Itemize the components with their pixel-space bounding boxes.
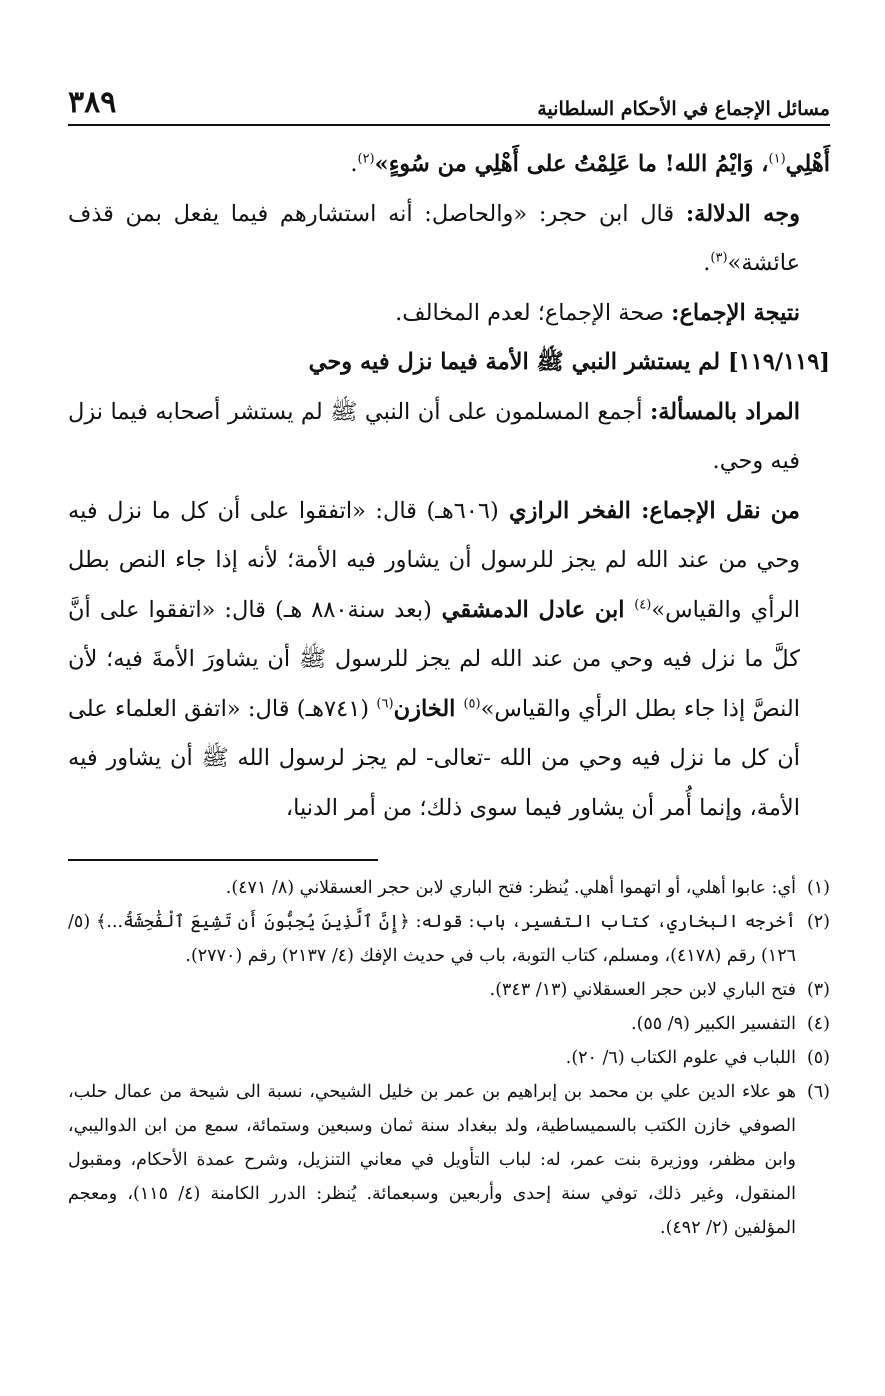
footnote-ref-6: (٦) (376, 696, 394, 711)
scholar-razi: الفخر الرازي (498, 497, 642, 524)
footnote: (٦) هو علاء الدين علي بن محمد بن إبراهيم بن عمر بن خليل الشيحي، نسبة الى شيحة من عمال حلب، الصوفي خازن الكتب بالسميساطية، ولد ببغداد سنة ثمان وسبعين وستمائة، سمع من ابن الدواليبي، وابن مظفر، ووزيرة بنت عمر، له: لباب التأويل في معاني التنزيل، وشرح عمدة الأحكام، ومقبول المنقول، وغير ذلك، توفي سنة إحدى وأربعين وسبعمائة. يُنظر: الدرر الكامنة (٤/ ١١٥)، ومعجم المؤلفين (٢/ ٤٩٢). (68, 1082, 830, 1238)
book-page (68, 70, 830, 1370)
label-result: نتيجة الإجماع: (671, 299, 800, 326)
scholar-khazin: الخازن (393, 695, 464, 722)
footnote: (١) أي: عابوا أهلي، أو اتهموا أهلي. يُنظر: فتح الباري لابن حجر العسقلاني (٨/ ٤٧١). (225, 878, 830, 898)
scholar-ibn-adil: ابن عادل الدمشقي (431, 596, 635, 623)
paragraph-2: وجه الدلالة: قال ابن حجر: «والحاصل: أنه استشارهم فيما يفعل بمن قذف عائشة»$^{(٣)}$. (68, 200, 800, 276)
running-title: مسائل الإجماع في الأحكام السلطانية (537, 98, 830, 120)
label-evidence: وجه الدلالة: (685, 200, 800, 227)
footnote-ref-5: (٥) (463, 696, 481, 711)
footnote-ref-4: (٤) (634, 597, 652, 612)
footnote: (٣) فتح الباري لابن حجر العسقلاني (١٣/ ٣٤٣). (489, 980, 830, 1000)
paragraph-3: نتيجة الإجماع: صحة الإجماع؛ لعدم المخالف. (395, 299, 800, 326)
paragraph-4: المراد بالمسألة: أجمع المسلمون على أن النبي ﷺ لم يستشر أصحابه فيما نزل فيه وحي. (68, 398, 801, 474)
paragraph-1: أَهْلِي$^{(١)}$، وَايْمُ الله! ما عَلِمْتُ على أَهْلِي من سُوءٍ»$^{(٢)}$. (350, 151, 830, 177)
page-number: ٣٨٩ (68, 85, 117, 120)
quote-start: أَهْلِي (785, 151, 830, 177)
section-heading: [١١٩/١١٩] لم يستشر النبي ﷺ الأمة فيما نزل فيه وحي (308, 349, 830, 375)
label-meaning: المراد بالمسألة: (649, 398, 801, 425)
footnote-ref-2: (٢) (357, 151, 375, 167)
footnote: (٥) اللباب في علوم الكتاب (٦/ ٢٠). (565, 1048, 830, 1068)
footnote: (٢) أخرجه البخاري، كتاب التفسير، باب: قوله: ﴿إِنَّ ٱلَّذِينَ يُحِبُّونَ أَن تَشِيعَ ٱلْفَٰحِشَةُ...﴾ (٥/ ١٢٦) رقم (٤١٧٨)، ومسلم، كتاب التوبة، باب في حديث الإفك (٤/ ٢١٣٧) رقم (٢٧٧٠). (68, 912, 830, 966)
footnotes (68, 871, 830, 1245)
footnote-ref-1: (١) (768, 151, 786, 167)
footnote-ref-3: (٣) (710, 250, 728, 266)
footnote-separator (68, 859, 378, 861)
main-text (68, 140, 830, 833)
footnote: (٤) التفسير الكبير (٩/ ٥٥). (631, 1014, 830, 1034)
page-header (68, 70, 830, 126)
paragraph-5: من نقل الإجماع: الفخر الرازي (٦٠٦هـ) قال: «اتفقوا على أن كل ما نزل فيه وحي من عند الله لم يجز للرسول أن يشاور فيه الأمة؛ لأنه إذا جاء النص بطل الرأي والقياس»$^{(٤)}$ ابن عادل الدمشقي (بعد سنة٨٨٠ هـ) قال: «اتفقوا على أنَّ كلَّ ما نزل فيه وحي من عند الله لم يجز للرسول ﷺ أن يشاورَ الأمةَ فيه؛ لأن النصَّ إذا جاء بطل الرأي والقياس»$^{(٥)}$ الخازن$^{(٦)}$ (٧٤١هـ) قال: «اتفق العلماء على أن كل ما نزل فيه وحي من الله -تعالى- لم يجز لرسول الله ﷺ أن يشاور فيه الأمة، وإنما أُمر أن يشاور فيما سوى ذلك؛ من أمر الدنيا، (68, 497, 800, 821)
label-transmitters: من نقل الإجماع: (641, 497, 800, 524)
quote-rest: ، وَايْمُ الله! ما عَلِمْتُ على أَهْلِي من سُوءٍ» (374, 151, 769, 177)
